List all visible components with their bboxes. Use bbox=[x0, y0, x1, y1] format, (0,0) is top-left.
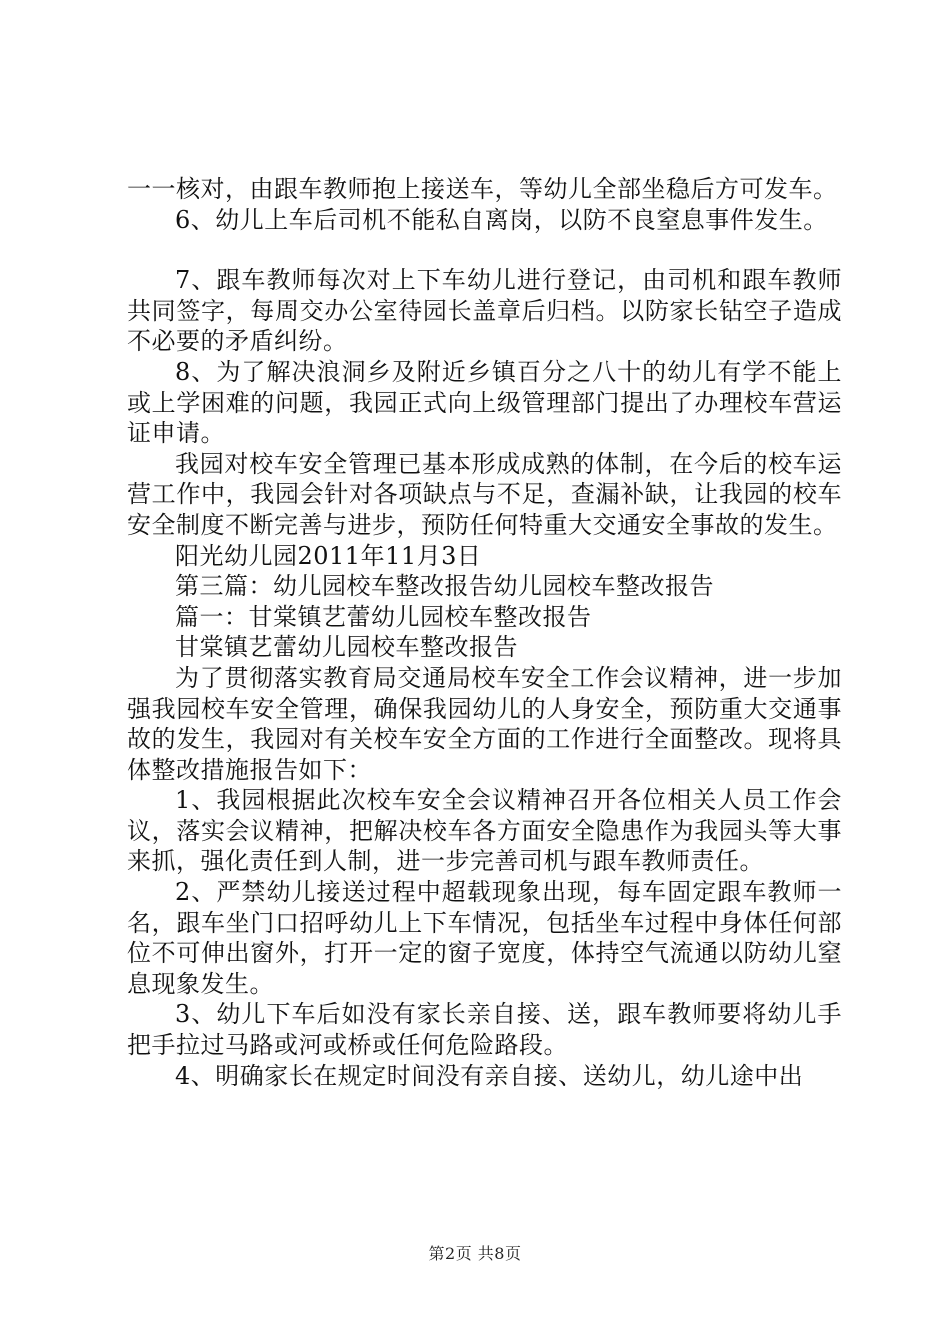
signature-date: 阳光幼儿园2011年11月3日 bbox=[175, 541, 482, 570]
paragraph-item-7: 7、跟车教师每次对上下车幼儿进行登记，由司机和跟车教师共同签字，每周交办公室待园长盖章后归档。以防家长钻空子造成不必要的矛盾纠纷。 bbox=[127, 266, 842, 356]
paragraph-gap bbox=[127, 235, 842, 265]
paragraph-measure-1: 1、我园根据此次校车安全会议精神召开各位相关人员工作会议，落实会议精神，把解决校车各方面安全隐患作为我园头等大事来抓，强化责任到人制，进一步完善司机与跟车教师责任。 bbox=[127, 786, 842, 876]
subsection-heading-1: 篇一：甘棠镇艺蕾幼儿园校车整改报告 bbox=[175, 602, 592, 631]
section-heading-3: 第三篇：幼儿园校车整改报告幼儿园校车整改报告 bbox=[175, 572, 714, 601]
paragraph-continuation: 一一核对，由跟车教师抱上接送车，等幼儿全部坐稳后方可发车。 bbox=[127, 175, 838, 203]
paragraph-measure-2: 2、严禁幼儿接送过程中超载现象出现，每车固定跟车教师一名，跟车坐门口招呼幼儿上下车情况，包括坐车过程中身体任何部位不可伸出窗外，打开一定的窗子宽度，体持空气流通以防幼儿窒息现象发生。 bbox=[127, 878, 842, 998]
paragraph-item-6: 6、幼儿上车后司机不能私自离岗，以防不良窒息事件发生。 bbox=[175, 205, 828, 234]
report-title: 甘棠镇艺蕾幼儿园校车整改报告 bbox=[175, 633, 518, 662]
paragraph-item-8: 8、为了解决浪洞乡及附近乡镇百分之八十的幼儿有学不能上或上学困难的问题，我园正式向上级管理部门提出了办理校车营运证申请。 bbox=[127, 357, 842, 448]
page-number-footer: 第2页 共8页 bbox=[428, 1244, 522, 1263]
paragraph-measure-3: 3、幼儿下车后如没有家长亲自接、送，跟车教师要将幼儿手把手拉过马路或河或桥或任何危险路段。 bbox=[127, 1000, 842, 1060]
paragraph-intro: 为了贯彻落实教育局交通局校车安全工作会议精神，进一步加强我园校车安全管理，确保我园幼儿的人身安全，预防重大交通事故的发生，我园对有关校车安全方面的工作进行全面整改。现将具体整改措施报告如下： bbox=[127, 663, 842, 784]
paragraph-summary: 我园对校车安全管理已基本形成成熟的体制，在今后的校车运营工作中，我园会针对各项缺点与不足，查漏补缺，让我园的校车安全制度不断完善与进步，预防任何特重大交通安全事故的发生。 bbox=[127, 449, 842, 539]
paragraph-measure-4: 4、明确家长在规定时间没有亲自接、送幼儿，幼儿途中出 bbox=[175, 1061, 804, 1090]
document-body bbox=[127, 174, 842, 1091]
